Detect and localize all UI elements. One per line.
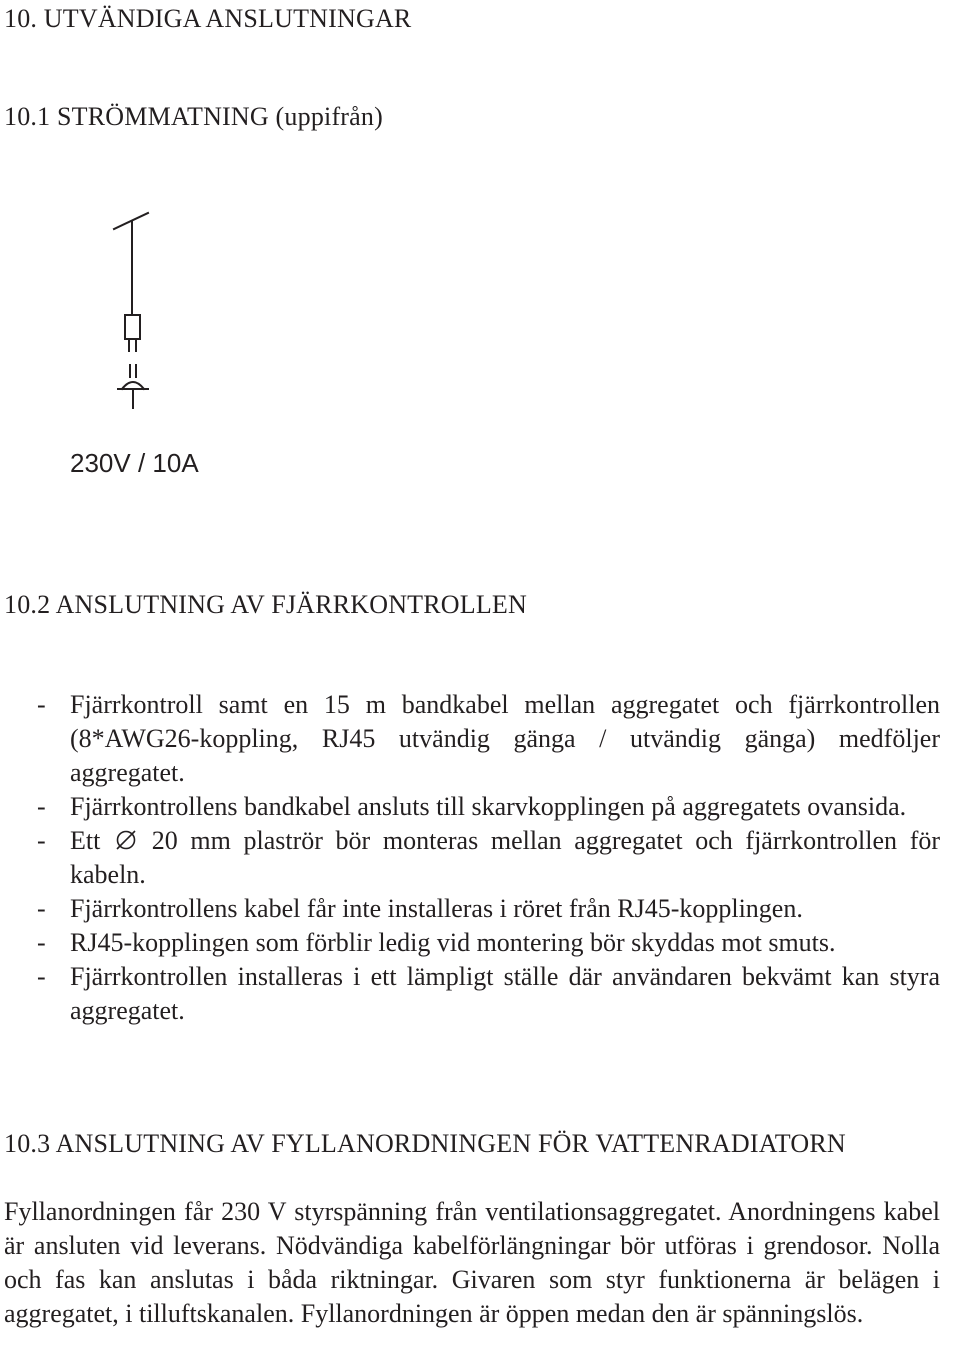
list-item-text: 20 mm plaströr bör monteras mellan aggregatet och fjärrkontrollen för kabeln. xyxy=(70,826,941,889)
section-heading-10-2: 10.2 ANSLUTNING AV FJÄRRKONTROLLEN xyxy=(4,590,527,619)
list-item-text: Fjärrkontrollen installeras i ett lämpligt ställe där användaren bekvämt kan styra aggregatet. xyxy=(70,962,940,1025)
list-bullet: - xyxy=(37,962,46,991)
section-heading-10-1: 10.1 STRÖMMATNING (uppifrån) xyxy=(4,102,383,131)
list-item xyxy=(0,790,940,824)
list-item xyxy=(0,892,940,926)
diameter-icon xyxy=(115,829,137,851)
list-item-text: Fjärrkontrollens kabel får inte installeras i röret från RJ45-kopplingen. xyxy=(70,894,803,923)
list-item xyxy=(0,688,940,790)
list-item xyxy=(0,824,940,892)
list-item-prefix: Ett xyxy=(70,826,101,855)
section-heading-10-3: 10.3 ANSLUTNING AV FYLLANORDNINGEN FÖR VATTENRADIATORN xyxy=(4,1129,846,1158)
list-bullet: - xyxy=(37,826,46,855)
list-bullet: - xyxy=(37,928,46,957)
rating-label: 230V / 10A xyxy=(70,448,199,478)
section-heading-10: 10. UTVÄNDIGA ANSLUTNINGAR xyxy=(4,4,412,33)
switch-plug-socket-icon xyxy=(100,205,180,415)
list-bullet: - xyxy=(37,690,46,719)
list-item-text: RJ45-kopplingen som förblir ledig vid montering bör skyddas mot smuts. xyxy=(70,928,836,957)
list-bullet: - xyxy=(37,792,46,821)
list-item-text: Fjärrkontrollens bandkabel ansluts till skarvkopplingen på aggregatets ovansida. xyxy=(70,792,907,821)
list-item xyxy=(0,926,940,960)
list-item xyxy=(0,960,940,1028)
body-paragraph: Fyllanordningen får 230 V styrspänning från ventilationsaggregatet. Anordningens kabel är ansluten vid leverans. Nödvändiga kabelförlängningar bör utföras i grendosor. Nolla och fas kan anslutas i båda riktningar. Givaren som styr funktionerna är belägen i aggregatet, i tilluftskanalen. Fyllanordningen är öppen medan den är spänningslös. xyxy=(4,1197,940,1328)
list-bullet: - xyxy=(37,894,46,923)
instruction-list xyxy=(0,688,940,1028)
list-item-text: Fjärrkontroll samt en 15 m bandkabel mellan aggregatet och fjärrkontrollen (8*AWG26-koppling, RJ45 utvändig gänga / utvändig gänga) medföljer aggregatet. xyxy=(70,690,940,787)
